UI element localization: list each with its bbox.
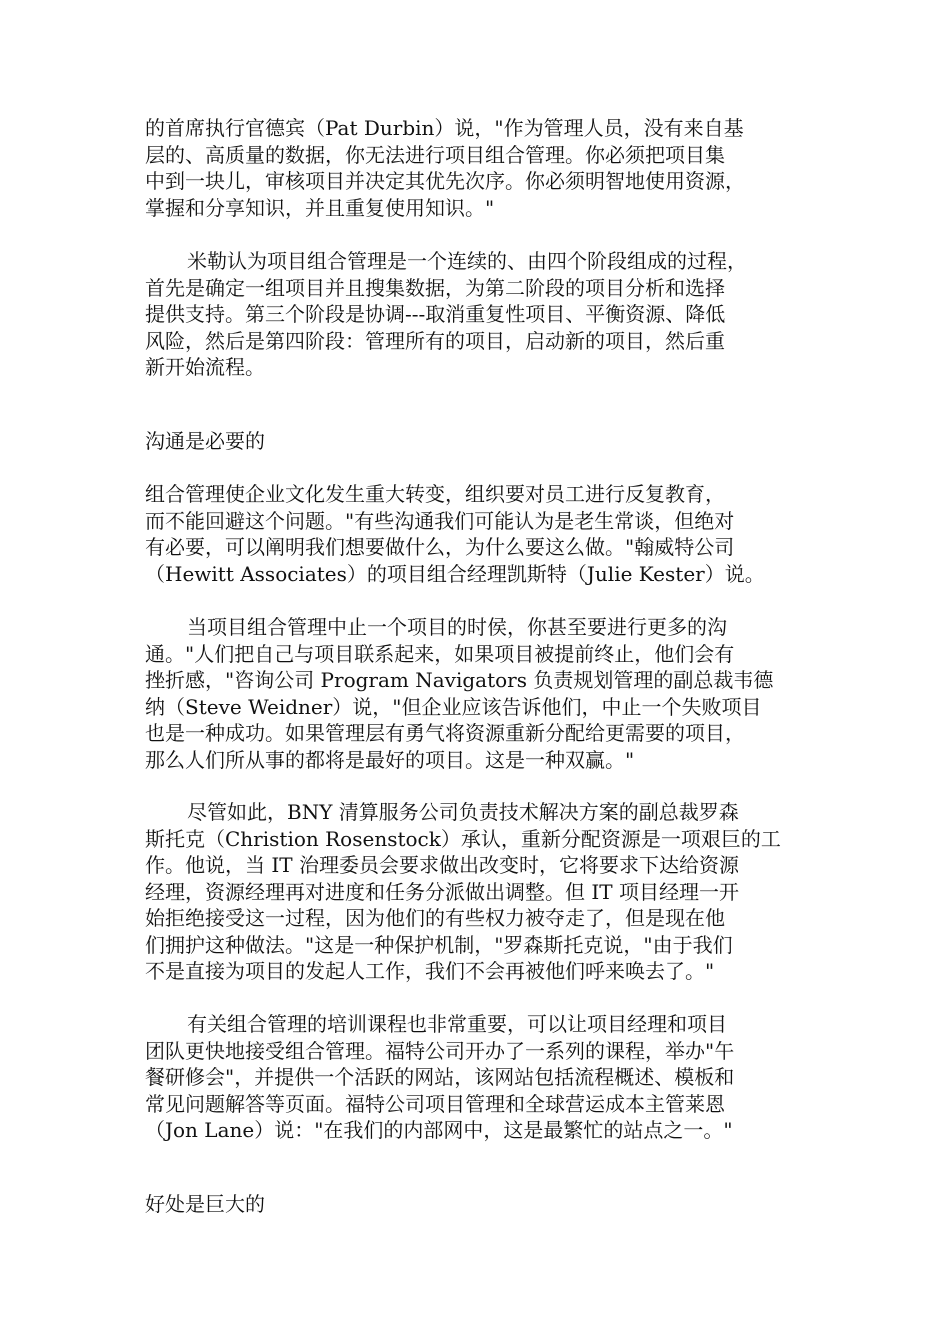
paragraph-rosenstock <box>145 799 781 985</box>
text-line: 组合管理使企业文化发生重大转变，组织要对员工进行反复教育， <box>145 482 725 506</box>
text-line: 尽管如此，BNY 清算服务公司负责技术解决方案的副总裁罗森 <box>187 800 739 824</box>
text-line: 纳（Steve Weidner）说，"但企业应该告诉他们，中止一个失败项目 <box>145 694 762 719</box>
text-line: （Jon Lane）说："在我们的内部网中，这是最繁忙的站点之一。" <box>145 1118 733 1142</box>
text-line: 也是一种成功。如果管理层有勇气将资源重新分配给更需要的项目， <box>145 721 745 745</box>
text-line: 始拒绝接受这一过程，因为他们的有些权力被夺走了，但是现在他 <box>145 906 725 930</box>
heading-text: 好处是巨大的 <box>145 1192 265 1216</box>
text-line: 斯托克（Christion Rosenstock）承认，重新分配资源是一项艰巨的工 <box>145 826 781 851</box>
text-line: 有必要，可以阐明我们想要做什么，为什么要这么做。"翰威特公司 <box>145 535 735 559</box>
text-line: 中到一块儿，审核项目并决定其优先次序。你必须明智地使用资源， <box>145 169 745 193</box>
text-line: 米勒认为项目组合管理是一个连续的、由四个阶段组成的过程， <box>187 249 747 273</box>
text-line: 层的、高质量的数据，你无法进行项目组合管理。你必须把项目集 <box>145 142 725 167</box>
text-line: 掌握和分享知识，并且重复使用知识。" <box>145 195 495 220</box>
text-line: 风险，然后是第四阶段：管理所有的项目，启动新的项目，然后重 <box>145 328 725 353</box>
text-line: 经理，资源经理再对进度和任务分派做出调整。但 IT 项目经理一开 <box>145 879 739 904</box>
text-line: 提供支持。第三个阶段是协调---取消重复性项目、平衡资源、降低 <box>145 302 726 326</box>
text-line: 那么人们所从事的都将是最好的项目。这是一种双赢。" <box>145 747 635 772</box>
text-line: 的首席执行官德宾（Pat Durbin）说，"作为管理人员，没有来自基 <box>145 116 744 140</box>
paragraph-training-courses <box>145 1011 734 1144</box>
section-heading-communication <box>145 428 265 455</box>
text-line: 团队更快地接受组合管理。福特公司开办了一系列的课程，举办"午 <box>145 1038 735 1063</box>
text-line: 作。他说，当 IT 治理委员会要求做出改变时，它将要求下达给资源 <box>145 853 739 877</box>
text-line: 挫折感，"咨询公司 Program Navigators 负责规划管理的副总裁韦德 <box>145 668 774 692</box>
paragraph-miller-four-stages <box>145 248 747 381</box>
text-line: 而不能回避这个问题。"有些沟通我们可能认为是老生常谈，但绝对 <box>145 508 735 533</box>
text-line: （Hewitt Associates）的项目组合经理凯斯特（Julie Kester）说。 <box>145 561 765 586</box>
text-line: 有关组合管理的培训课程也非常重要，可以让项目经理和项目 <box>187 1012 727 1036</box>
section-heading-benefits <box>145 1191 265 1218</box>
text-line: 不是直接为项目的发起人工作，我们不会再被他们呼来唤去了。" <box>145 959 715 983</box>
paragraph-pat-durbin-quote <box>145 115 745 221</box>
paragraph-culture-shift <box>145 481 765 587</box>
paragraph-weidner-quote <box>145 614 773 773</box>
text-line: 通。"人们把自己与项目联系起来，如果项目被提前终止，他们会有 <box>145 641 735 666</box>
text-line: 新开始流程。 <box>145 355 265 379</box>
text-line: 们拥护这种做法。"这是一种保护机制，"罗森斯托克说，"由于我们 <box>145 932 733 957</box>
text-line: 首先是确定一组项目并且搜集数据，为第二阶段的项目分析和选择 <box>145 275 725 300</box>
heading-text: 沟通是必要的 <box>145 429 265 453</box>
text-line: 当项目组合管理中止一个项目的时侯，你甚至要进行更多的沟 <box>187 615 727 639</box>
text-line: 常见问题解答等页面。福特公司项目管理和全球营运成本主管莱恩 <box>145 1091 725 1116</box>
text-line: 餐研修会"，并提供一个活跃的网站，该网站包括流程概述、模板和 <box>145 1065 735 1089</box>
